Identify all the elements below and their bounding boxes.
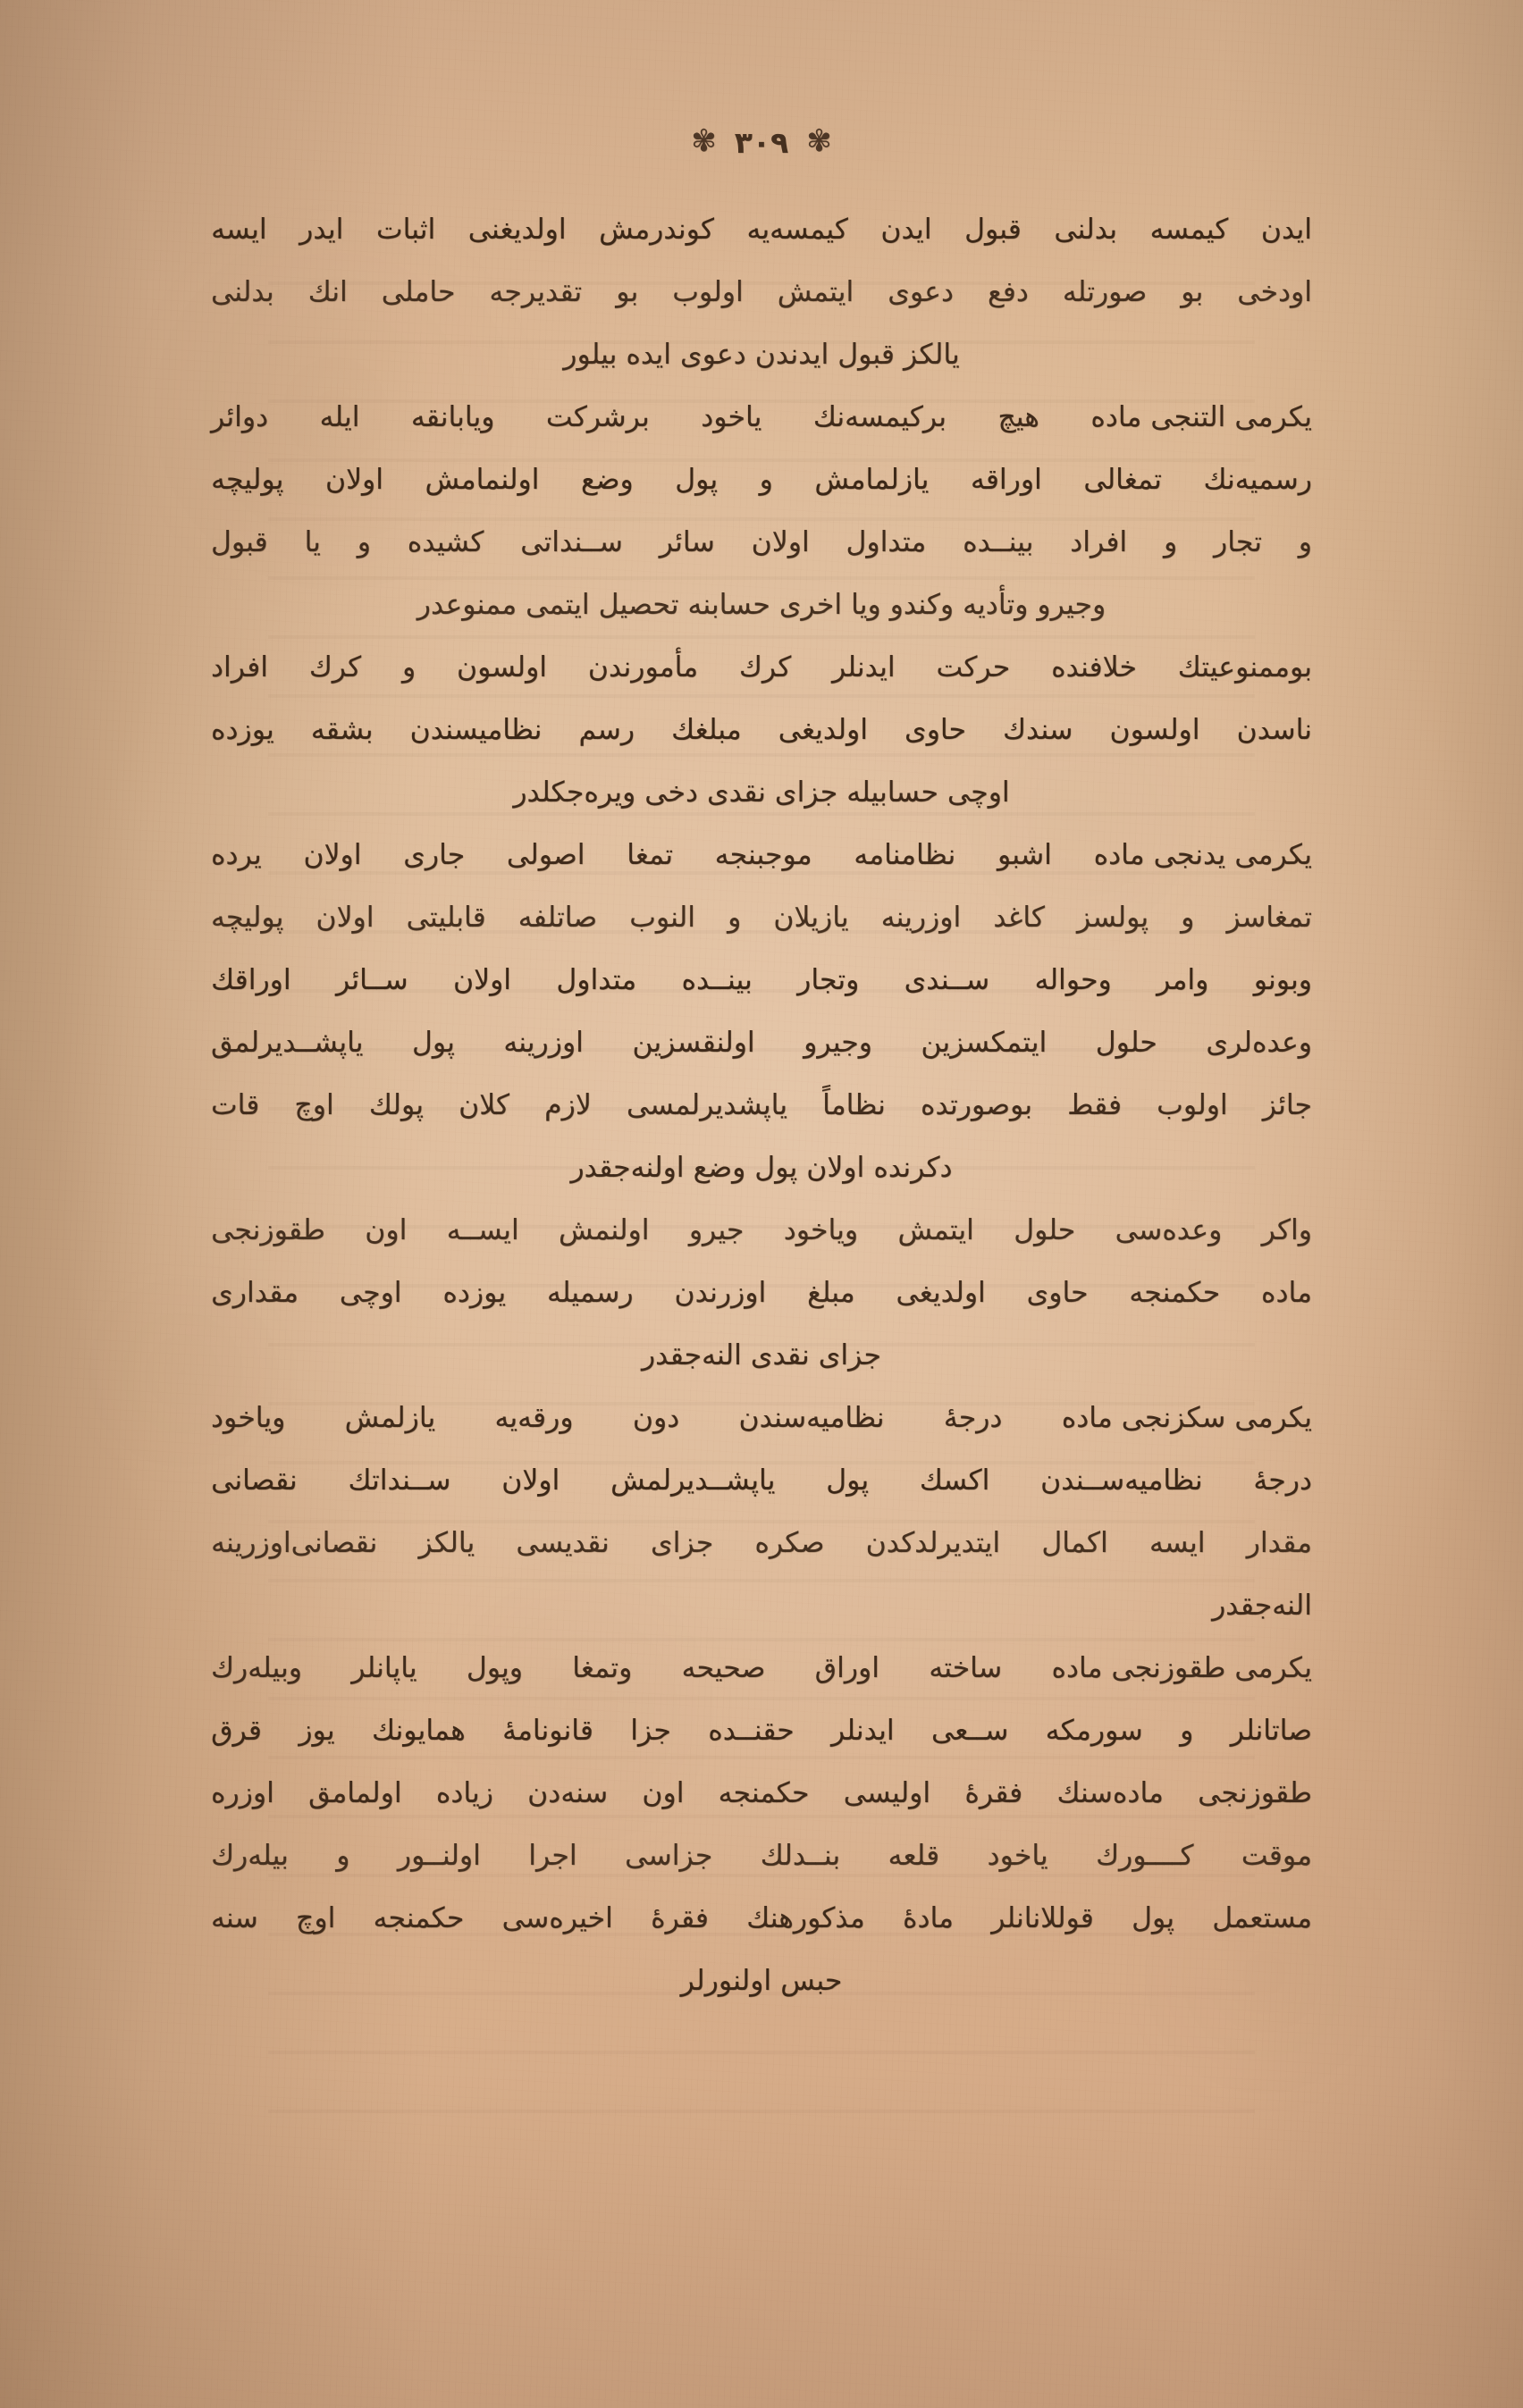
word: نظاميه‌ســندن [1040, 1464, 1203, 1497]
article-rubric: يكرمى يدنجى ماده [1093, 839, 1312, 871]
word: نظامنامه [854, 839, 956, 871]
word: يالكز [418, 1527, 475, 1559]
word: اولوب [1157, 1089, 1228, 1121]
article-rubric: يكرمى التنجى ماده [1090, 401, 1312, 433]
text-line [211, 449, 1312, 511]
word: ايســه [446, 1214, 519, 1246]
word: قابليتى [406, 902, 486, 934]
word: انك [307, 276, 348, 308]
word: وياخود [211, 1402, 286, 1434]
word: نظاميه‌سندن [738, 1402, 885, 1434]
word: اودخى [1237, 276, 1312, 308]
text-line [211, 1074, 1312, 1137]
word: ســنداتك [348, 1464, 451, 1497]
article-rubric: يكرمى طقوزنجى ماده [1051, 1652, 1312, 1684]
page-header [0, 122, 1523, 160]
word: بينــده [681, 964, 753, 996]
word: وضع [580, 464, 634, 496]
word: صاتانلر [1230, 1715, 1312, 1747]
text-line [211, 511, 1312, 574]
word: تمغاسز [1226, 902, 1312, 934]
word: سنه‌دن [527, 1777, 609, 1809]
word: تقديرجه [489, 276, 583, 308]
word: حاوى [905, 714, 966, 746]
word: ياپشديرلمسى [626, 1089, 788, 1121]
word: اكمال [1041, 1527, 1108, 1559]
article-opening-line [211, 1387, 1312, 1449]
word: ايسه [1149, 1527, 1206, 1559]
word: طقوزنجى [1198, 1777, 1312, 1809]
word: اولنمش [559, 1214, 650, 1246]
word: حلول [1014, 1214, 1076, 1246]
word: اولديغنى [467, 214, 567, 246]
word: يازيلان [773, 902, 849, 934]
text-line [211, 323, 1312, 386]
word: مقدارى [211, 1277, 299, 1309]
word: صكره [754, 1527, 825, 1559]
word: اشبو [997, 839, 1052, 871]
word: رسميه‌نك [1203, 464, 1312, 496]
article-rubric: يكرمى سكزنجى ماده [1061, 1402, 1312, 1434]
word: دفع [988, 276, 1029, 308]
word: كاغد [993, 902, 1045, 934]
word: بو [616, 276, 639, 308]
word: متداول [846, 526, 927, 558]
word: اولسون [1109, 714, 1200, 746]
word: اوراقك [211, 964, 291, 996]
word: ســعى [931, 1715, 1009, 1747]
word: فقرهٔ [964, 1777, 1023, 1809]
word: و [1181, 902, 1195, 934]
word: حاوى [1026, 1277, 1089, 1309]
article-opening-line [211, 386, 1312, 449]
text-line [211, 699, 1312, 761]
word: بركيمسه‌نك [812, 401, 947, 433]
word: يرده [211, 839, 262, 871]
word: ياپشــديرلمش [610, 1464, 776, 1497]
word: جزا [630, 1715, 671, 1747]
word: اولان [452, 964, 512, 996]
word: درجهٔ [1253, 1464, 1312, 1497]
word: حكمنجه [1129, 1277, 1221, 1309]
word: ايله [319, 401, 360, 433]
word: افراد [211, 651, 269, 684]
word: موقت [1241, 1840, 1312, 1872]
word: اولديغى [778, 714, 869, 746]
word: مبلغك [671, 714, 742, 746]
word: كشيده [407, 526, 484, 558]
text-line [211, 1137, 1312, 1199]
word: وبيله‌رك [211, 1652, 302, 1684]
text-line [211, 1199, 1312, 1262]
word: پول [411, 1027, 455, 1059]
word: اولديغى [896, 1277, 986, 1309]
word: يوزده [211, 714, 274, 746]
word: نقديسى [516, 1527, 610, 1559]
word: زياده [435, 1777, 493, 1809]
word: ساخته [929, 1652, 1003, 1684]
line-text: يالكز قبول ايدندن دعوى ايده بيلور [563, 339, 960, 371]
word: قلعه [888, 1840, 940, 1872]
word: قانونامهٔ [502, 1715, 593, 1747]
word: و [401, 651, 417, 684]
word: اولنقسزين [632, 1027, 755, 1059]
article-opening-line [211, 824, 1312, 886]
word: نظاميسندن [409, 714, 543, 746]
word: حكمنجه [718, 1777, 810, 1809]
text-line [211, 1324, 1312, 1387]
word: بوممنوعيتك [1177, 651, 1312, 684]
text-line [211, 949, 1312, 1011]
word: ايتمش [897, 1214, 974, 1246]
word: جزاسى [625, 1840, 713, 1872]
text-line [211, 886, 1312, 949]
text-line [211, 1887, 1312, 1950]
word: صحيحه [681, 1652, 766, 1684]
word: ايسه [211, 214, 267, 246]
word: جارى [403, 839, 466, 871]
word: اولسون [456, 651, 548, 684]
text-line [211, 1011, 1312, 1074]
word: نقصانى‌اوزرينه [211, 1527, 378, 1559]
word: كرك [738, 651, 792, 684]
word: ياپانلر [351, 1652, 417, 1684]
line-text: حبس اولنورلر [680, 1965, 843, 1997]
word: فقط [1067, 1089, 1123, 1121]
ornament-star-right: ✾ [691, 122, 717, 159]
word: اوراق [814, 1652, 880, 1684]
line-text: اوچى حسابيله جزاى نقدى دخى ويره‌جكلدر [513, 776, 1010, 809]
word: پوليچه [211, 464, 284, 496]
word: سندك [1003, 714, 1073, 746]
word: كوندرمش [599, 214, 714, 246]
word: نقصانى [211, 1464, 298, 1497]
word: دون [632, 1402, 680, 1434]
word: مذكورهنك [746, 1902, 865, 1934]
ornament-star-left: ✾ [806, 122, 832, 159]
word: جزاى [650, 1527, 714, 1559]
word: اولنــور [397, 1840, 481, 1872]
word: مبلغ [807, 1277, 855, 1309]
text-line [211, 261, 1312, 323]
word: اولان [316, 902, 374, 934]
word: پول [1132, 1902, 1175, 1934]
word: اوزرندن [674, 1277, 767, 1309]
word: بنــدلك [760, 1840, 841, 1872]
line-text: وجيرو وتأديه وكندو ويا اخرى حسابنه تحصيل ايتمى ممنوعدر [417, 589, 1106, 621]
word: جيرو [688, 1214, 745, 1246]
word: قوللانانلر [991, 1902, 1094, 1934]
word: ايدر [299, 214, 344, 246]
body-text-block [211, 198, 1312, 2012]
word: ويابانقه [410, 401, 495, 433]
word: كرك [308, 651, 362, 684]
line-text: دكرنده اولان پول وضع اولنه‌جقدر [570, 1152, 953, 1184]
word: كيمسه‌يه [746, 214, 848, 246]
word: بدلنى [1054, 214, 1118, 246]
word: مقدار [1246, 1527, 1312, 1559]
word: رسم [578, 714, 635, 746]
text-line [211, 761, 1312, 824]
word: و [1298, 526, 1312, 558]
word: يازلمامش [814, 464, 930, 496]
text-line [211, 198, 1312, 261]
word: اثبات [375, 214, 436, 246]
word: ايدن [1260, 214, 1312, 246]
word: ايتديرلدكدن [865, 1527, 1001, 1559]
word: پول [826, 1464, 870, 1497]
word: تمغالى [1083, 464, 1162, 496]
word: اولنمامش [425, 464, 540, 496]
word: ايتمش [777, 276, 854, 308]
word: اوزرينه [503, 1027, 584, 1059]
text-line [211, 1950, 1312, 2012]
word: تجار [1214, 526, 1262, 558]
word: ناسدن [1236, 714, 1312, 746]
word: اصولى [506, 839, 585, 871]
word: صورتله [1062, 276, 1148, 308]
word: لازم [544, 1089, 592, 1121]
word: طقوزنجى [211, 1214, 325, 1246]
word: موجبنجه [714, 839, 812, 871]
line-text: النه‌جقدر [1212, 1590, 1312, 1622]
word: و [728, 902, 742, 934]
line-text: جزاى نقدى النه‌جقدر [641, 1339, 882, 1372]
word: ياخود [701, 401, 762, 433]
word: دوائر [211, 401, 269, 433]
word: اولان [751, 526, 810, 558]
word: خلافنده [1051, 651, 1137, 684]
word: بوصورتده [920, 1089, 1033, 1121]
word: وتمغا [572, 1652, 633, 1684]
word: اوراقه [970, 464, 1042, 496]
word: ايدنلر [831, 1715, 895, 1747]
word: وحواله [1034, 964, 1112, 996]
word: وامر [1157, 964, 1209, 996]
word: اوچى [339, 1277, 402, 1309]
word: يازلمش [344, 1402, 436, 1434]
word: حاملى [381, 276, 456, 308]
article-opening-line [211, 1637, 1312, 1699]
word: وجيرو [804, 1027, 872, 1059]
word: ايتمكسزين [921, 1027, 1048, 1059]
word: پولسز [1076, 902, 1149, 934]
word: بو [1181, 276, 1204, 308]
word: قات [211, 1089, 260, 1121]
word: حركت [936, 651, 1011, 684]
word: مستعمل [1212, 1902, 1312, 1934]
word: و [1164, 526, 1178, 558]
word: اون [365, 1214, 408, 1246]
word: جائز [1262, 1089, 1312, 1121]
word: اوچ [294, 1089, 334, 1121]
word: كلان [459, 1089, 510, 1121]
word: حلول [1095, 1027, 1157, 1059]
word: بدلنى [211, 276, 274, 308]
word: و [357, 526, 371, 558]
word: اوزره [211, 1777, 274, 1809]
word: مادهٔ [902, 1902, 954, 1934]
word: تمغا [627, 839, 674, 871]
word: حقنــده [708, 1715, 795, 1747]
word: قبول [211, 526, 268, 558]
word: قرق [211, 1715, 262, 1747]
word: فقرهٔ [651, 1902, 709, 1934]
text-line [211, 1825, 1312, 1887]
word: يا [304, 526, 321, 558]
word: ماده [1260, 1277, 1312, 1309]
text-line [211, 1512, 1312, 1574]
word: رسميله [546, 1277, 634, 1309]
text-line [211, 1449, 1312, 1512]
word: واكر [1261, 1214, 1312, 1246]
text-line [211, 636, 1312, 699]
word: سنه [211, 1902, 258, 1934]
word: اولان [501, 1464, 560, 1497]
word: اخيره‌سى [501, 1902, 613, 1934]
word: پول [675, 464, 719, 496]
word: اكسك [919, 1464, 990, 1497]
word: وياخود [783, 1214, 859, 1246]
word: اوچ [296, 1902, 336, 1934]
word: يوز [299, 1715, 335, 1747]
word: متداول [556, 964, 637, 996]
word: بينــده [963, 526, 1034, 558]
word: وعده‌لرى [1206, 1027, 1312, 1059]
text-line [211, 1699, 1312, 1762]
text-line [211, 1262, 1312, 1324]
word: حكمنجه [373, 1902, 465, 1934]
word: اون [642, 1777, 685, 1809]
word: كيمسه [1149, 214, 1229, 246]
word: همايونك [371, 1715, 466, 1747]
word: دعوى [888, 276, 954, 308]
word: اوليسى [843, 1777, 931, 1809]
word: يوزده [442, 1277, 507, 1309]
word: و [336, 1840, 350, 1872]
word: ايدنلر [832, 651, 896, 684]
word: سائر [659, 526, 715, 558]
word: ســنداتى [520, 526, 623, 558]
text-line [211, 1762, 1312, 1825]
word: پولك [368, 1089, 425, 1121]
word: هيچ [997, 401, 1039, 433]
text-line [211, 1574, 1312, 1637]
word: پوليچه [211, 902, 284, 934]
word: افراد [1070, 526, 1128, 558]
word: ايدن [880, 214, 932, 246]
word: برشركت [545, 401, 650, 433]
word: وبونو [1253, 964, 1312, 996]
word: وتجار [797, 964, 860, 996]
word: ماده‌سنك [1056, 1777, 1164, 1809]
word: و [759, 464, 773, 496]
word: ياخود [987, 1840, 1048, 1872]
word: صاتلفه [517, 902, 598, 934]
word: وپول [466, 1652, 524, 1684]
word: اولوب [672, 276, 744, 308]
word: سورمكه [1045, 1715, 1143, 1747]
word: وعده‌سى [1115, 1214, 1223, 1246]
page-number: ٣٠٩ [734, 125, 789, 160]
word: اجرا [528, 1840, 577, 1872]
text-line [211, 574, 1312, 636]
word: نظاماً [822, 1089, 886, 1121]
word: اولمامق [308, 1777, 402, 1809]
word: اولان [324, 464, 384, 496]
word: ســندى [904, 964, 990, 996]
folio-block [691, 122, 832, 160]
word: اولان [303, 839, 362, 871]
word: درجهٔ [943, 1402, 1003, 1434]
word: و [1180, 1715, 1194, 1747]
word: ســائر [336, 964, 408, 996]
word: بيله‌رك [211, 1840, 289, 1872]
word: اوزرينه [880, 902, 962, 934]
word: ورقه‌يه [494, 1402, 574, 1434]
word: قبول [964, 214, 1022, 246]
word: كــــورك [1096, 1840, 1194, 1872]
word: ياپشــديرلمق [211, 1027, 364, 1059]
word: النوب [629, 902, 695, 934]
word: مأمورندن [587, 651, 699, 684]
word: بشقه [310, 714, 374, 746]
